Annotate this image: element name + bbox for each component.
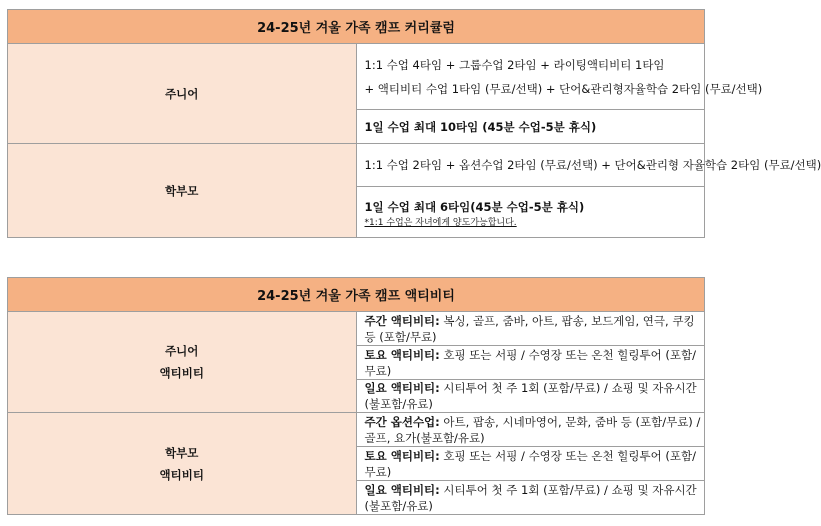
parent-activity-row bbox=[356, 481, 705, 515]
parent-activity-row-head: 토요 액티비티: bbox=[364, 448, 440, 463]
parent-schedule bbox=[356, 144, 821, 187]
parent-activity-row-head: 주간 옵션수업: bbox=[364, 414, 440, 429]
parent-note: *1:1 수업은 자녀에게 양도가능합니다. bbox=[364, 218, 517, 228]
junior-schedule bbox=[356, 44, 763, 110]
junior-activity-row-text: 시티투어 첫 주 1회 (포함/무료) / 쇼핑 및 자유시간 (불포함/유료) bbox=[364, 381, 697, 411]
junior-schedule-line1: 1:1 수업 4타임 + 그룹수업 2타임 + 라이팅액티비티 1타임 bbox=[364, 57, 665, 72]
parent-label: 학부모 bbox=[8, 144, 357, 238]
junior-summary: 1일 수업 최대 10타임 (45분 수업-5분 휴식) bbox=[356, 110, 705, 144]
junior-activity-row-text: 복싱, 골프, 줌바, 아트, 팝송, 보드게임, 연극, 쿠킹 등 (포함/무료) bbox=[364, 313, 695, 344]
activity-table bbox=[7, 277, 705, 515]
parent-activity-row-text: 시티투어 첫 주 1회 (포함/무료) / 쇼핑 및 자유시간 (불포함/유료) bbox=[364, 482, 697, 513]
parent-activity-row bbox=[356, 447, 705, 481]
junior-label: 주니어 bbox=[8, 44, 357, 144]
parent-activity-row-text: 호핑 또는 서핑 / 수영장 또는 온천 힐링투어 (포함/무료) bbox=[364, 448, 696, 479]
curriculum-table bbox=[7, 9, 821, 238]
parent-activity-row-text: 아트, 팝송, 시네마영어, 문화, 줌바 등 (포함/무료) / 골프, 요가(불포함/유료) bbox=[364, 414, 701, 445]
junior-activity-label-line2: 액티비티 bbox=[159, 366, 204, 380]
junior-schedule-line2: + 액티비티 수업 1타임 (무료/선택) + 단어&관리형자율학습 2타임 (무료/선택) bbox=[364, 81, 763, 96]
junior-activity-row bbox=[356, 380, 705, 413]
parent-summary: 1일 수업 최대 6타임(45분 수업-5분 휴식) bbox=[364, 200, 585, 214]
parent-activity-label-line1: 학부모 bbox=[165, 445, 199, 460]
curriculum-title: 24-25년 겨울 가족 캠프 커리큘럼 bbox=[8, 10, 705, 44]
activity-title: 24-25년 겨울 가족 캠프 액티비티 bbox=[8, 278, 705, 312]
junior-activity-label bbox=[8, 312, 357, 413]
junior-activity-row-head: 주간 액티비티: bbox=[364, 313, 440, 328]
junior-activity-row-text: 호핑 또는 서핑 / 수영장 또는 온천 힐링투어 (포함/무료) bbox=[364, 347, 696, 378]
parent-activity-row-head: 일요 액티비티: bbox=[364, 482, 440, 497]
junior-activity-label-line1: 주니어 bbox=[165, 344, 199, 358]
junior-activity-row-head: 토요 액티비티: bbox=[364, 347, 440, 362]
parent-activity-label bbox=[8, 413, 357, 515]
junior-activity-row-head: 일요 액티비티: bbox=[364, 381, 440, 395]
parent-summary-cell bbox=[356, 187, 705, 238]
parent-activity-label-line2: 액티비티 bbox=[159, 467, 204, 482]
parent-activity-row bbox=[356, 413, 705, 447]
junior-activity-row bbox=[356, 346, 705, 380]
parent-schedule-line1: 1:1 수업 2타임 + 옵션수업 2타임 (무료/선택) + 단어&관리형 자율학습 2타임 (무료/선택) bbox=[364, 158, 821, 172]
junior-activity-row bbox=[356, 312, 705, 346]
